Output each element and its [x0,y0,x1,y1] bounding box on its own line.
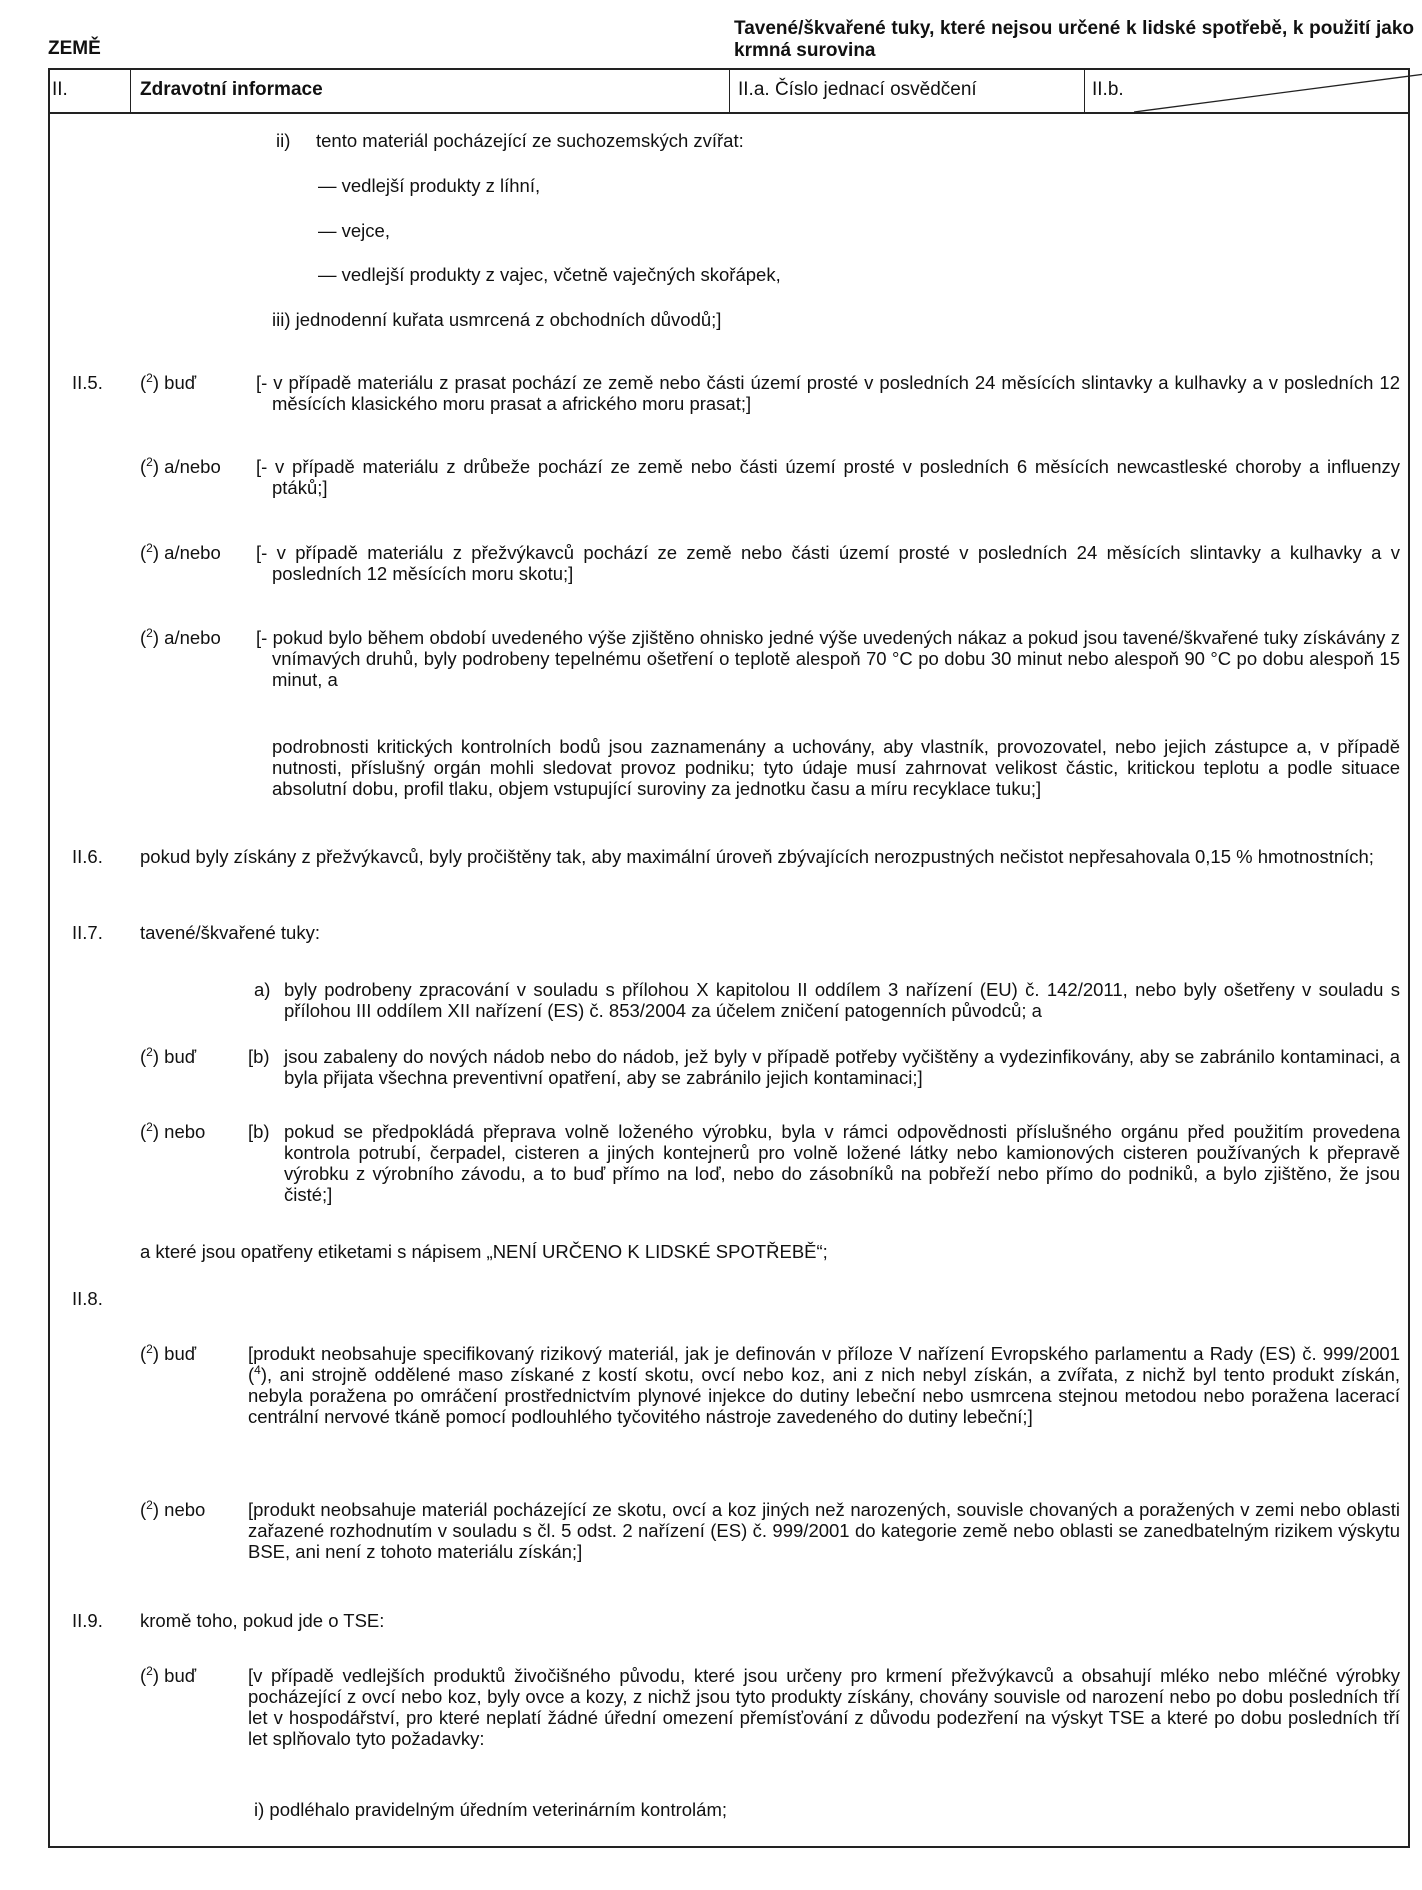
option-word: a/nebo [164,456,221,477]
list-item: — vedlejší produkty z líhní, [318,175,541,196]
option-word: buď [164,1665,197,1686]
footnote-ref: 2 [146,455,153,469]
option-label: ($^2$) a/nebo [140,455,221,477]
clause-text: [- v případě materiálu z přežvýkavců pochází ze země nebo části území prosté v posledních 24 měsících slintavky a kulhavky a v posledních 12 měsících moru skotu;] [256,542,1400,584]
option-word: nebo [164,1121,206,1142]
footnote-ref: 2 [146,541,153,555]
option-label: ($^2$) nebo [140,1498,206,1520]
clause-text: [produkt neobsahuje materiál pocházející ze skotu, ovcí a koz jiných než narozených, souvisle chovaných a poražených v zemi nebo oblasti zařazené rozhodnutím v souladu s čl. 5 odst. 2 nařízení (ES) č. 999/2001 do kategorie země nebo oblasti se zanedbatelným rizikem výskytu BSE, ani není z tohoto materiálu získán;] [248,1499,1400,1562]
paragraph: tavené/škvařené tuky: [140,922,320,943]
section-number: II.5. [72,372,103,393]
option-label: ($^2$) nebo [140,1120,206,1142]
option-word: buď [164,1343,197,1364]
clause-text-part: [produkt neobsahuje specifikovaný rizikový materiál, jak je definován v příloze V nařízení Evropského parlamentu a Rady (ES) č. 999/2001 ( [248,1343,1400,1385]
list-item: iii) jednodenní kuřata usmrcená z obchodních důvodů;] [272,309,722,330]
clause-text: byly podrobeny zpracování v souladu s přílohou X kapitolou II oddílem 3 nařízení (EU) č. 142/2011, nebo byly ošetřeny v souladu s přílohou III oddílem XII nařízení (ES) č. 853/2004 za účelem zničení patogenních původců; a [284,979,1400,1021]
diagonal-strike-line [1134,68,1422,112]
clause-text: [- v případě materiálu z drůbeže pochází ze země nebo části území prosté v posledních 6 měsících newcastleské choroby a influenzy ptáků;] [256,456,1400,498]
document-frame [48,68,1410,1848]
clause-text: [- pokud bylo během období uvedeného výše zjištěno ohnisko jedné výše uvedených nákaz a pokud jsou tavené/škvařené tuky získávány z vnímavých druhů, byly podrobeny tepelnému ošetření o teplotě alespoň 70 °C po dobu 30 minut nebo alespoň 90 °C po dobu alespoň 15 minut, a [256,627,1400,690]
option-word: buď [164,1046,197,1067]
divider [729,68,730,112]
divider [1084,68,1085,112]
option-word: nebo [164,1499,206,1520]
option-word: a/nebo [164,542,221,563]
label-requirement: a které jsou opatřeny etiketami s nápisem „NENÍ URČENO K LIDSKÉ SPOTŘEBĚ“; [140,1241,828,1262]
clause-text: [- v případě materiálu z prasat pochází ze země nebo části území prosté v posledních 24 měsících slintavky a kulhavky a v posledních 12 měsících klasického moru prasat a afrického moru prasat;] [256,372,1400,414]
option-word: a/nebo [164,627,221,648]
clause-text-part: ), ani strojně oddělené maso získané z kostí skotu, ovcí nebo koz, ani z nich nebyl získán, a zvířata, z nichž byl tento produkt získán, nebyla poražena po omráčení prostřednictvím plynové injekce do dutiny lebeční nebo usmrcena stejnou metodou nebo poražena lacerací centrální nervové tkáně pomocí podlouhlého tyčovitého nástroje zavedeného do dutiny lebeční;] [248,1364,1400,1427]
section-number: II.8. [72,1288,103,1309]
section-number: II.7. [72,922,103,943]
option-label: ($^2$) buď [140,371,197,393]
list-item-number: ii) [276,130,291,151]
divider [130,68,131,112]
list-item: — vedlejší produkty z vajec, včetně vaječných skořápek, [318,264,781,285]
footnote-ref: 2 [146,1045,153,1059]
country-label: ZEMĚ [48,38,101,59]
list-item-number: [b) [248,1121,270,1142]
paragraph: tento materiál pocházející ze suchozemských zvířat: [316,130,744,151]
paragraph: kromě toho, pokud jde o TSE: [140,1610,385,1631]
footnote-ref: 2 [146,371,153,385]
section-number: II.9. [72,1610,103,1631]
certificate-title: Tavené/škvařené tuky, které nejsou určené k lidské spotřebě, k použití jako krmná surovina [734,18,1414,61]
option-label: ($^2$) buď [140,1045,197,1067]
list-item-number: [b) [248,1046,270,1067]
footnote-ref: 2 [146,1664,153,1678]
option-label: ($^2$) a/nebo [140,626,221,648]
list-item-number: a) [254,979,271,1000]
list-item: — vejce, [318,220,390,241]
reference-b-label: II.b. [1092,79,1124,100]
section-title: Zdravotní informace [140,79,323,100]
option-label: ($^2$) buď [140,1342,197,1364]
option-label: ($^2$) a/nebo [140,541,221,563]
clause-text [248,1343,1400,1427]
footnote-ref: 2 [146,1342,153,1356]
clause-text: jsou zabaleny do nových nádob nebo do nádob, jež byly v případě potřeby vyčištěny a vydezinfikovány, aby se zabránilo kontaminaci, a byla přijata všechna preventivní opatření, aby se zabránilo jejich kontaminaci;] [284,1046,1400,1088]
footnote-ref: 2 [146,1120,153,1134]
option-label: ($^2$) buď [140,1664,197,1686]
section-number: II. [52,79,68,100]
reference-number-label: II.a. Číslo jednací osvědčení [738,79,977,100]
footnote-ref: 2 [146,1498,153,1512]
table-header-row [48,68,1410,114]
option-word: buď [164,372,197,393]
footnote-ref: 2 [146,626,153,640]
list-item: i) podléhalo pravidelným úředním veterinárním kontrolám; [254,1799,727,1820]
section-number: II.6. [72,846,103,867]
clause-text: [v případě vedlejších produktů živočišného původu, které jsou určeny pro krmení přežvýkavců a obsahují mléko nebo mléčné výrobky pocházející z ovcí nebo koz, byly ovce a kozy, z nichž jsou tyto produkty získány, chovány souvisle od narození nebo po dobu posledních tří let v hospodářství, pro které neplatí žádné úřední omezení přemísťování z důvodu podezření na výskyt TSE a které po dobu posledních tří let splňovalo tyto požadavky: [248,1665,1400,1749]
footnote-ref: 4 [254,1363,261,1377]
paragraph: pokud byly získány z přežvýkavců, byly pročištěny tak, aby maximální úroveň zbývajících nerozpustných nečistot nepřesahovala 0,15 % hmotnostních; [140,846,1374,867]
clause-text: pokud se předpokládá přeprava volně loženého výrobku, byla v rámci odpovědnosti příslušného orgánu před použitím provedena kontrola potrubí, čerpadel, cisteren a jiných kontejnerů pro volně ložené látky nebo kamionových cisteren používaných k přepravě výrobku z výrobního závodu, a to buď přímo na loď, nebo do zásobníků na pobřeží nebo přímo do podniků, a bylo zjištěno, že jsou čisté;] [284,1121,1400,1205]
paragraph: podrobnosti kritických kontrolních bodů jsou zaznamenány a uchovány, aby vlastník, provozovatel, nebo jejich zástupce a, v případě nutnosti, příslušný orgán mohli sledovat provoz podniku; tyto údaje musí zahrnovat velikost částic, kritickou teplotu a podle situace absolutní dobu, profil tlaku, objem vstupující suroviny za jednotku času a míru recyklace tuku;] [272,736,1400,799]
